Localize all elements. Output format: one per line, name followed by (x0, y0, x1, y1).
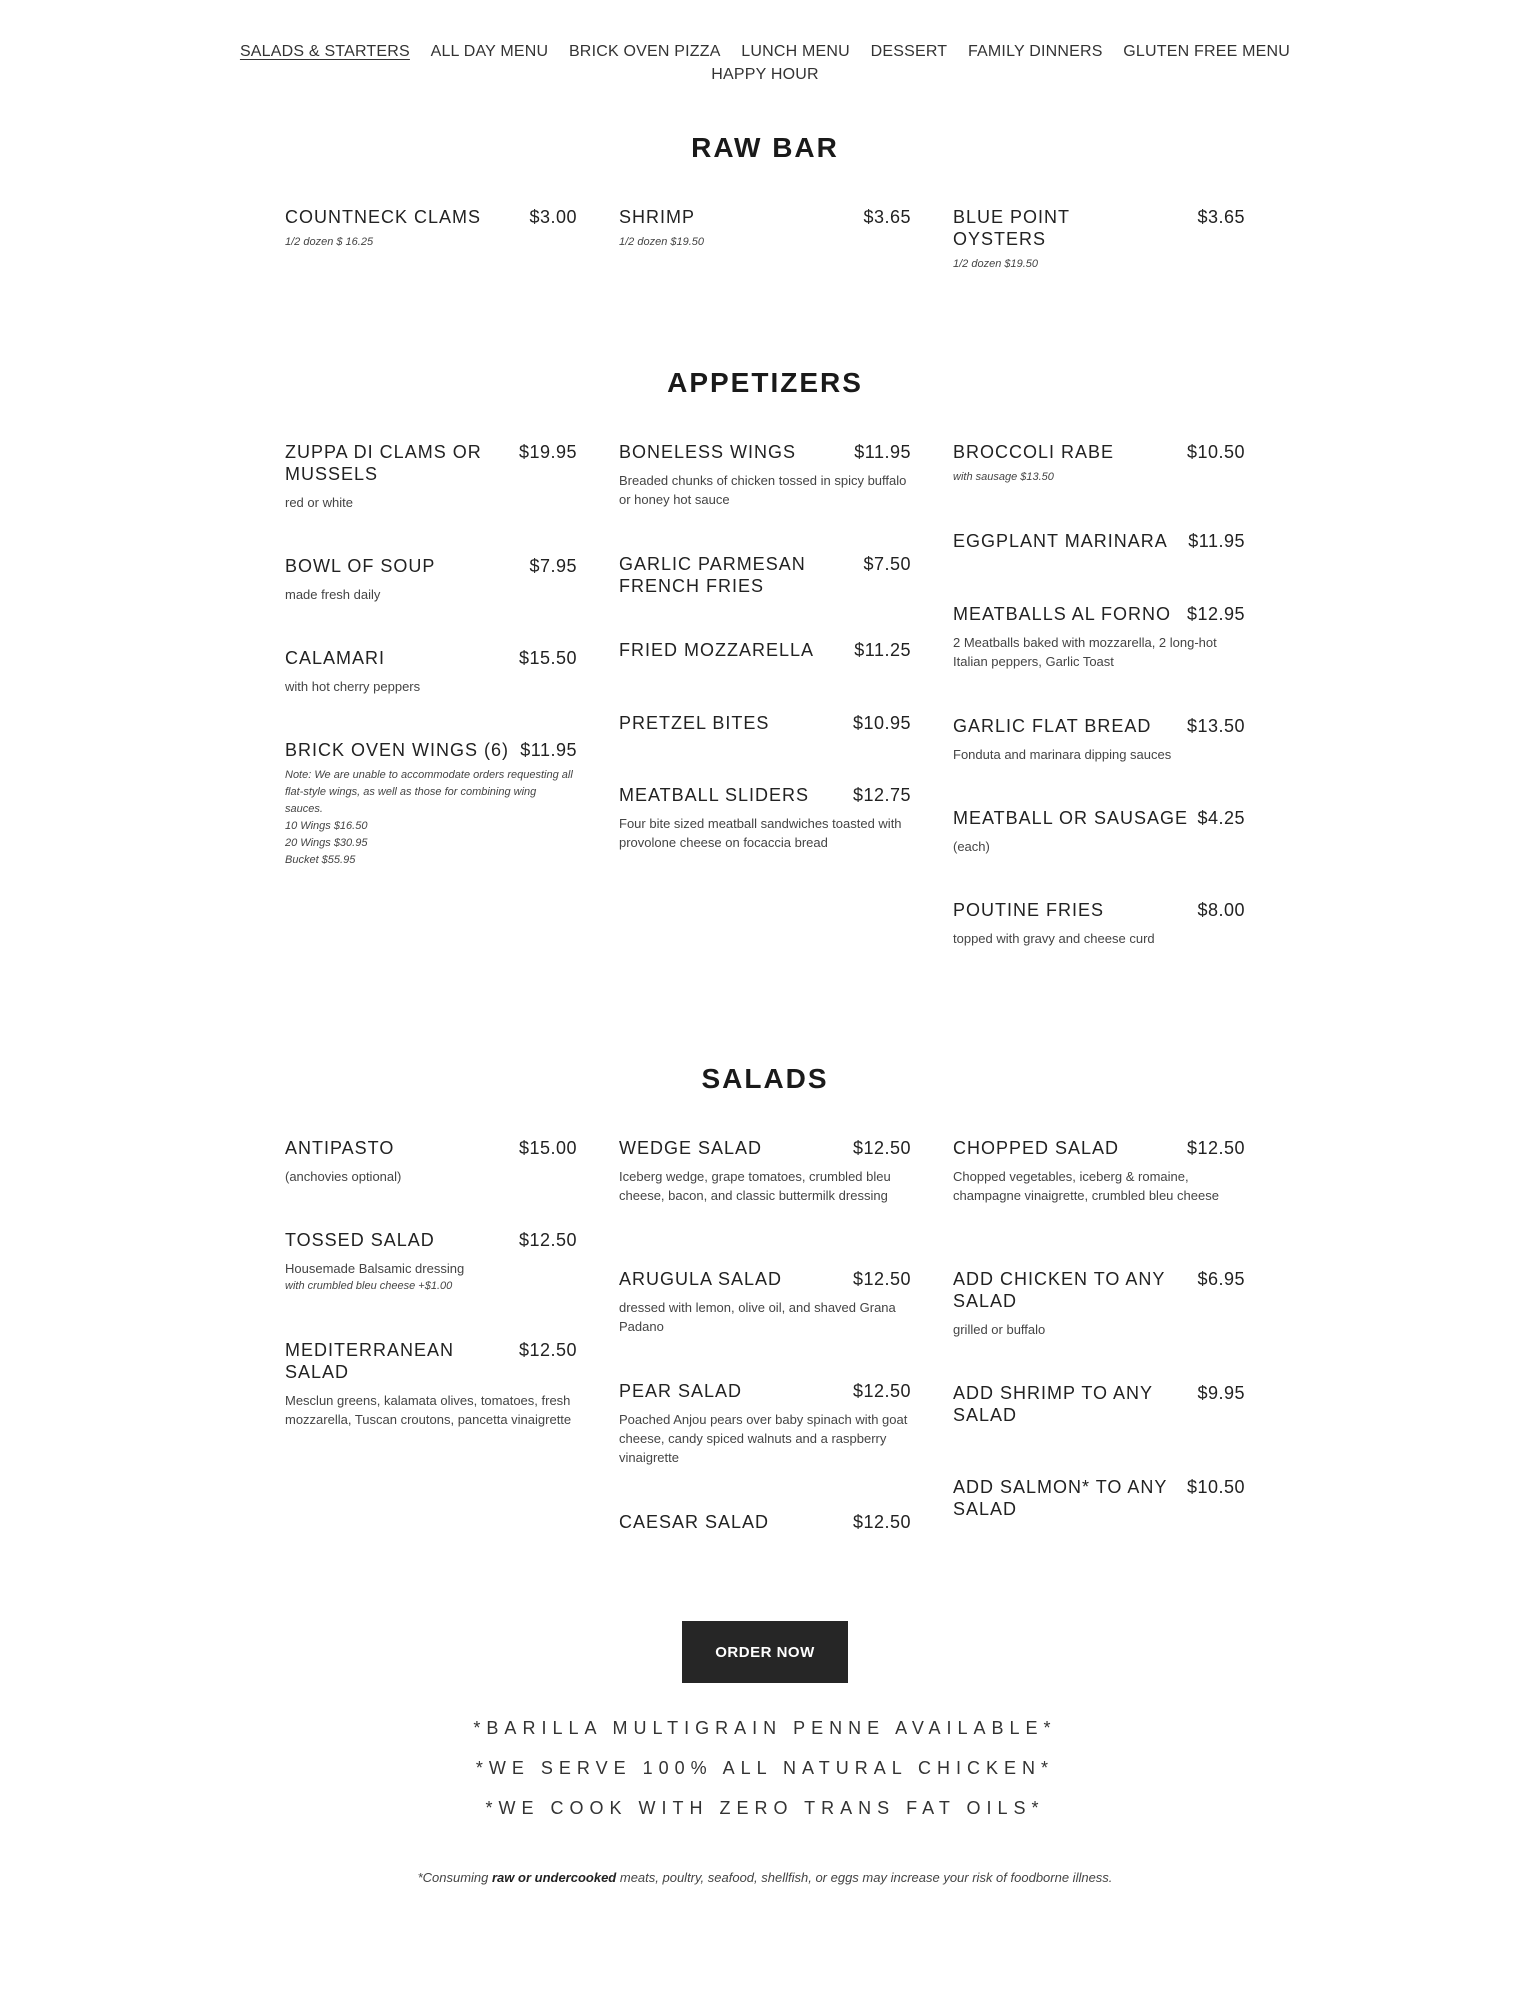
item-description: 2 Meatballs baked with mozzarella, 2 long-hot Italian peppers, Garlic Toast (953, 635, 1217, 669)
appetizers-section (0, 365, 1530, 946)
item-name: ANTIPASTO (285, 1138, 395, 1158)
item-price: $10.95 (852, 713, 911, 733)
item-name: CHOPPED SALAD (953, 1138, 1120, 1158)
item-name: BLUE POINT OYSTERS (953, 207, 1070, 249)
item-name: ADD SALMON* TO ANY SALAD (953, 1477, 1168, 1519)
item-price: $6.95 (1197, 1269, 1245, 1289)
menu-item-header (619, 1380, 911, 1402)
item-name: ZUPPA DI CLAMS OR MUSSELS (285, 442, 482, 484)
menu-item-header (953, 441, 1245, 463)
menu-item (953, 807, 1245, 899)
raw-bar-column (953, 206, 1245, 273)
item-name: CALAMARI (285, 648, 386, 668)
item-price: $12.50 (852, 1381, 911, 1401)
appetizers-column-3 (953, 441, 1245, 948)
item-name: GARLIC PARMESAN FRENCH FRIES (619, 554, 806, 596)
menu-item-header (285, 1229, 577, 1251)
item-description: grilled or buffalo (953, 1322, 1046, 1337)
order-now-button[interactable]: ORDER NOW (682, 1621, 848, 1683)
item-name: COUNTNECK CLAMS (285, 207, 482, 227)
menu-item (285, 1137, 577, 1229)
item-description: red or white (285, 495, 353, 510)
item-name: TOSSED SALAD (285, 1230, 435, 1250)
salads-column-2 (619, 1137, 911, 1533)
item-price: $12.50 (852, 1138, 911, 1158)
section-title: SALADS (701, 1063, 829, 1094)
item-name: ADD CHICKEN TO ANY SALAD (953, 1269, 1166, 1311)
menu-nav-row-2 (0, 63, 1530, 86)
item-note-line: 10 Wings $16.50 (285, 820, 368, 832)
menu-item (953, 441, 1245, 530)
menu-item-header (285, 647, 577, 669)
item-note: 1/2 dozen $19.50 (619, 236, 705, 248)
item-description: Breaded chunks of chicken tossed in spicy buffalo or honey hot sauce (619, 473, 907, 507)
salads-section (0, 1061, 1530, 1532)
menu-item-header (953, 530, 1245, 552)
menu-item-header (619, 1511, 911, 1533)
item-name: BRICK OVEN WINGS (6) (285, 740, 510, 760)
nav-happy-hour[interactable]: HAPPY HOUR (711, 66, 819, 83)
menu-item (619, 1268, 911, 1380)
raw-bar-section (0, 130, 1530, 270)
item-price: $12.50 (1186, 1138, 1245, 1158)
item-price: $19.95 (518, 442, 577, 462)
nav-dessert[interactable]: DESSERT (870, 43, 948, 60)
item-name: POUTINE FRIES (953, 900, 1105, 920)
appetizers-column-2 (619, 441, 911, 852)
banner-multigrain-penne: *BARILLA MULTIGRAIN PENNE AVAILABLE* (473, 1718, 1057, 1738)
menu-item-header (619, 712, 911, 734)
item-description: with hot cherry peppers (285, 679, 421, 694)
item-name: CAESAR SALAD (619, 1512, 770, 1532)
menu-item-header (285, 1339, 577, 1383)
raw-bar-column (619, 206, 911, 251)
menu-item (285, 1229, 577, 1339)
section-title: RAW BAR (691, 132, 839, 163)
item-price: $15.50 (518, 648, 577, 668)
item-note (285, 767, 577, 869)
menu-item-header (953, 1268, 1245, 1312)
item-name: MEDITERRANEAN SALAD (285, 1340, 455, 1382)
menu-item (619, 639, 911, 712)
raw-bar-column (285, 206, 577, 251)
menu-item (953, 715, 1245, 807)
item-price: $13.50 (1186, 716, 1245, 736)
item-price: $7.95 (529, 556, 577, 576)
salads-column-3 (953, 1137, 1245, 1520)
item-name: PRETZEL BITES (619, 713, 770, 733)
menu-item (953, 530, 1245, 603)
menu-item (619, 1137, 911, 1268)
item-description: made fresh daily (285, 587, 381, 602)
item-name: MEATBALL SLIDERS (619, 785, 810, 805)
section-title: APPETIZERS (667, 367, 863, 398)
menu-item (619, 1380, 911, 1511)
item-description: topped with gravy and cheese curd (953, 931, 1155, 946)
nav-family-dinners[interactable]: FAMILY DINNERS (967, 43, 1103, 60)
item-price: $11.95 (1188, 531, 1245, 551)
disclaimer-prefix: *Consuming (417, 1870, 492, 1885)
menu-item-header (953, 807, 1245, 829)
item-name: BONELESS WINGS (619, 442, 797, 462)
menu-item (953, 1268, 1245, 1382)
menu-item (285, 441, 577, 555)
item-note: with sausage $13.50 (953, 471, 1054, 483)
menu-item (619, 553, 911, 639)
item-note: with crumbled bleu cheese +$1.00 (285, 1280, 453, 1292)
menu-item (285, 647, 577, 739)
item-name: ARUGULA SALAD (619, 1269, 783, 1289)
menu-item-header (953, 715, 1245, 737)
menu-item-header (285, 441, 577, 485)
food-safety-disclaimer (0, 1870, 1530, 1885)
item-price: $11.25 (854, 640, 911, 660)
menu-item-header (285, 555, 577, 577)
item-price: $10.50 (1186, 442, 1245, 462)
item-name: PEAR SALAD (619, 1381, 743, 1401)
disclaimer-suffix: meats, poultry, seafood, shellfish, or eggs may increase your risk of foodborne illness. (616, 1870, 1113, 1885)
nav-brick-oven-pizza[interactable]: BRICK OVEN PIZZA (568, 43, 721, 60)
menu-item (619, 206, 911, 251)
item-price: $7.50 (863, 554, 911, 574)
menu-item-header (953, 899, 1245, 921)
item-description: Iceberg wedge, grape tomatoes, crumbled bleu cheese, bacon, and classic buttermilk dressing (619, 1169, 891, 1203)
nav-gluten-free-menu[interactable]: GLUTEN FREE MENU (1123, 43, 1291, 60)
menu-item (953, 1476, 1245, 1520)
item-name: SHRIMP (619, 207, 696, 227)
appetizers-column-1 (285, 441, 577, 869)
menu-item (285, 555, 577, 647)
menu-item-header (619, 206, 911, 228)
menu-item-header (619, 784, 911, 806)
menu-item-header (953, 1476, 1245, 1520)
menu-item-header (285, 206, 577, 228)
menu-item (619, 441, 911, 553)
item-description: (anchovies optional) (285, 1169, 402, 1184)
menu-item (953, 1382, 1245, 1476)
item-note-line: 20 Wings $30.95 (285, 837, 368, 849)
item-price: $9.95 (1197, 1383, 1245, 1403)
item-name: EGGPLANT MARINARA (953, 531, 1168, 551)
salads-column-1 (285, 1137, 577, 1429)
menu-item-header (619, 553, 911, 597)
menu-item-header (619, 441, 911, 463)
menu-item-header (953, 603, 1245, 625)
item-price: $12.50 (852, 1269, 911, 1289)
menu-item (953, 603, 1245, 715)
menu-item (953, 1137, 1245, 1268)
menu-item (619, 1511, 911, 1533)
item-description: (each) (953, 839, 990, 854)
item-name: FRIED MOZZARELLA (619, 640, 815, 660)
menu-item (285, 739, 577, 869)
item-description: Housemade Balsamic dressing (285, 1261, 465, 1276)
item-note-line: Bucket $55.95 (285, 854, 356, 866)
item-price: $12.50 (518, 1340, 577, 1360)
item-name: BROCCOLI RABE (953, 442, 1115, 462)
item-name: MEATBALL OR SAUSAGE (953, 808, 1189, 828)
item-price: $11.95 (854, 442, 911, 462)
nav-all-day-menu[interactable]: ALL DAY MENU (430, 43, 549, 60)
item-description: Poached Anjou pears over baby spinach with goat cheese, candy spiced walnuts and a raspberry vinaigrette (619, 1412, 908, 1465)
item-note: 1/2 dozen $19.50 (953, 258, 1039, 270)
item-note: 1/2 dozen $ 16.25 (285, 236, 374, 248)
menu-item-header (953, 1137, 1245, 1159)
item-description: Chopped vegetables, iceberg & romaine, champagne vinaigrette, crumbled bleu cheese (953, 1169, 1219, 1203)
item-price: $11.95 (520, 740, 577, 760)
menu-item-header (619, 1268, 911, 1290)
item-note-line: Note: We are unable to accommodate orders requesting all flat-style wings, as well as those for combining wing sauces. (285, 769, 573, 815)
menu-nav (0, 40, 1530, 86)
menu-item-header (285, 739, 577, 761)
item-description: Four bite sized meatball sandwiches toasted with provolone cheese on focaccia bread (619, 816, 902, 850)
menu-item-header (285, 1137, 577, 1159)
item-price: $4.25 (1197, 808, 1245, 828)
item-price: $12.50 (852, 1512, 911, 1532)
banner-zero-trans-fat: *WE COOK WITH ZERO TRANS FAT OILS* (485, 1798, 1045, 1818)
item-name: ADD SHRIMP TO ANY SALAD (953, 1383, 1153, 1425)
item-price: $8.00 (1197, 900, 1245, 920)
menu-item-header (953, 206, 1245, 250)
item-price: $15.00 (518, 1138, 577, 1158)
item-price: $10.50 (1186, 1477, 1245, 1497)
item-name: MEATBALLS AL FORNO (953, 604, 1172, 624)
banner-natural-chicken: *WE SERVE 100% ALL NATURAL CHICKEN* (475, 1758, 1055, 1778)
menu-item (953, 206, 1245, 273)
menu-nav-row-1 (0, 40, 1530, 63)
item-description: dressed with lemon, olive oil, and shaved Grana Padano (619, 1300, 896, 1334)
menu-item-header (619, 639, 911, 661)
item-name: GARLIC FLAT BREAD (953, 716, 1152, 736)
item-price: $3.65 (1197, 207, 1245, 227)
menu-item-header (619, 1137, 911, 1159)
item-price: $12.95 (1186, 604, 1245, 624)
menu-item-header (953, 1382, 1245, 1426)
item-name: WEDGE SALAD (619, 1138, 763, 1158)
item-price: $12.50 (518, 1230, 577, 1250)
menu-item (285, 1339, 577, 1429)
item-price: $3.00 (529, 207, 577, 227)
disclaimer-bold: raw or undercooked (492, 1870, 617, 1885)
nav-salads-starters[interactable]: SALADS & STARTERS (239, 43, 410, 60)
item-price: $3.65 (863, 207, 911, 227)
item-name: BOWL OF SOUP (285, 556, 436, 576)
menu-item (619, 712, 911, 784)
nav-lunch-menu[interactable]: LUNCH MENU (741, 43, 850, 60)
item-description: Fonduta and marinara dipping sauces (953, 747, 1172, 762)
menu-item (285, 206, 577, 251)
menu-item (953, 899, 1245, 948)
menu-item (619, 784, 911, 852)
item-price: $12.75 (852, 785, 911, 805)
item-description: Mesclun greens, kalamata olives, tomatoes, fresh mozzarella, Tuscan croutons, pancetta vinaigrette (285, 1393, 572, 1427)
